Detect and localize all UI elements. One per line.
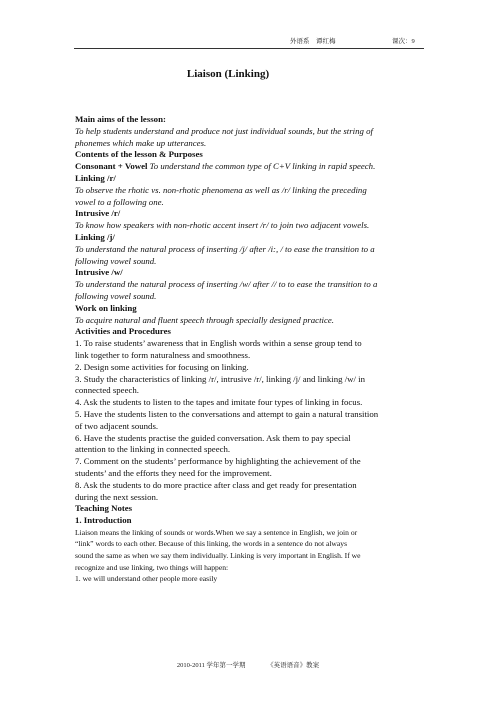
text-line — [75, 573, 427, 585]
line-text: Teaching Notes — [75, 503, 133, 514]
line-text: 3. Study the characteristics of linking /r/, intrusive /r/, linking /j/ and linking /w/ in — [75, 373, 366, 384]
text-line — [75, 456, 427, 468]
line-text: To help students understand and produce not just individual sounds, but the string of — [75, 125, 373, 136]
text-line — [75, 149, 427, 161]
text-line — [75, 374, 427, 386]
text-line — [75, 232, 427, 244]
text-line — [75, 350, 427, 362]
line-text: during the next session. — [75, 491, 159, 502]
line-text: Main aims of the lesson: — [75, 114, 166, 124]
line-text: connected speech. — [75, 385, 139, 396]
text-line — [75, 385, 427, 397]
page-title: Liaison (Linking) — [186, 68, 270, 80]
line-text: Intrusive /w/ — [75, 267, 123, 278]
document-body — [75, 114, 427, 585]
text-line — [75, 527, 427, 539]
line-text: 4. Ask the students to listen to the tapes and imitate four types of linking in focus. — [75, 397, 363, 408]
text-line — [75, 220, 427, 232]
line-text: “link” words to each other. Because of this linking, the words in a sentence do not always — [75, 539, 348, 549]
text-line — [75, 126, 427, 138]
text-line — [75, 267, 427, 279]
line-text: Consonant + Vowel — [75, 161, 148, 172]
line-text-continuation: To understand the common type of C+V linking in rapid speech. — [147, 161, 376, 172]
line-text: sound the same as when we say them individually. Linking is very important in English. If we — [75, 551, 361, 561]
text-line — [75, 185, 427, 197]
line-text: 6. Have the students practise the guided conversation. Ask them to pay special — [75, 432, 351, 443]
line-text: attention to the linking in connected speech. — [75, 444, 231, 455]
footer-course: 《英语语音》教案 — [267, 662, 320, 669]
line-text: To understand the natural process of inserting /w/ after // to to ease the transition to a — [75, 279, 378, 290]
text-line — [75, 326, 427, 338]
header-teacher: 谭红梅 — [316, 38, 336, 45]
text-line — [75, 279, 427, 291]
header-divider — [74, 48, 424, 49]
line-text: 1. we will understand other people more easily — [75, 574, 218, 584]
text-line — [75, 503, 427, 515]
line-text: To understand the natural process of inserting /j/ after /i:, / to ease the transition to a — [75, 243, 375, 254]
text-line — [75, 550, 427, 562]
line-text: students’ and the efforts they need for the improvement. — [75, 467, 272, 478]
line-text: 7. Comment on the students’ performance by highlighting the achievement of the — [75, 456, 361, 467]
text-line — [75, 562, 427, 574]
line-text: Linking /r/ — [75, 172, 116, 183]
line-text: recognize and use linking, two things will happen: — [75, 562, 229, 572]
text-line — [75, 433, 427, 445]
line-text: following vowel sound. — [75, 255, 157, 266]
line-text: of two adjacent sounds. — [75, 420, 159, 431]
page-header — [0, 36, 496, 48]
line-text: To acquire natural and fluent speech through specially designed practice. — [75, 314, 334, 325]
text-line — [75, 315, 427, 327]
text-line — [75, 492, 427, 504]
page-footer — [0, 660, 496, 669]
line-text: Linking /j/ — [75, 231, 115, 242]
text-line — [75, 480, 427, 492]
text-line — [75, 538, 427, 550]
line-text: To know how speakers with non-rhotic accent insert /r/ to join two adjacent vowels. — [75, 220, 370, 231]
line-text: Contents of the lesson & Purposes — [75, 149, 203, 160]
line-text: 8. Ask the students to do more practice after class and get ready for presentation — [75, 479, 357, 490]
header-dept: 外语系 — [290, 38, 310, 45]
text-line — [75, 173, 427, 185]
header-lesson: 课次：9 — [392, 38, 415, 45]
text-line — [75, 256, 427, 268]
line-text: following vowel sound. — [75, 290, 157, 301]
line-text: link together to form naturalness and smoothness. — [75, 349, 251, 360]
text-line — [75, 244, 427, 256]
text-line — [75, 444, 427, 456]
text-line — [75, 114, 427, 126]
footer-term: 2010-2011 学年第一学期 — [176, 662, 246, 669]
line-text: Liaison means the linking of sounds or words.When we say a sentence in English, we join or — [75, 527, 358, 537]
text-line — [75, 515, 427, 527]
text-line — [75, 303, 427, 315]
text-line — [75, 468, 427, 480]
text-line — [75, 291, 427, 303]
line-text: Activities and Procedures — [75, 326, 171, 337]
line-text: 1. To raise students’ awareness that in English words within a sense group tend to — [75, 338, 362, 349]
line-text: To observe the rhotic vs. non-rhotic phenomena as well as /r/ linking the preceding — [75, 184, 367, 195]
text-line — [75, 138, 427, 150]
line-text: phonemes which make up utterances. — [75, 137, 207, 148]
text-line — [75, 338, 427, 350]
line-text: vowel to a following one. — [75, 196, 164, 207]
text-line — [75, 362, 427, 374]
line-text: 5. Have the students listen to the conversations and attempt to gain a natural transition — [75, 408, 379, 419]
text-line — [75, 197, 427, 209]
line-text: 2. Design some activities for focusing on linking. — [75, 361, 249, 372]
text-line — [75, 421, 427, 433]
line-text: 1. Introduction — [75, 515, 132, 526]
line-text: Work on linking — [75, 302, 137, 313]
text-line — [75, 397, 427, 409]
text-line — [75, 409, 427, 421]
line-text: Intrusive /r/ — [75, 208, 121, 219]
text-line — [75, 161, 427, 173]
text-line — [75, 208, 427, 220]
